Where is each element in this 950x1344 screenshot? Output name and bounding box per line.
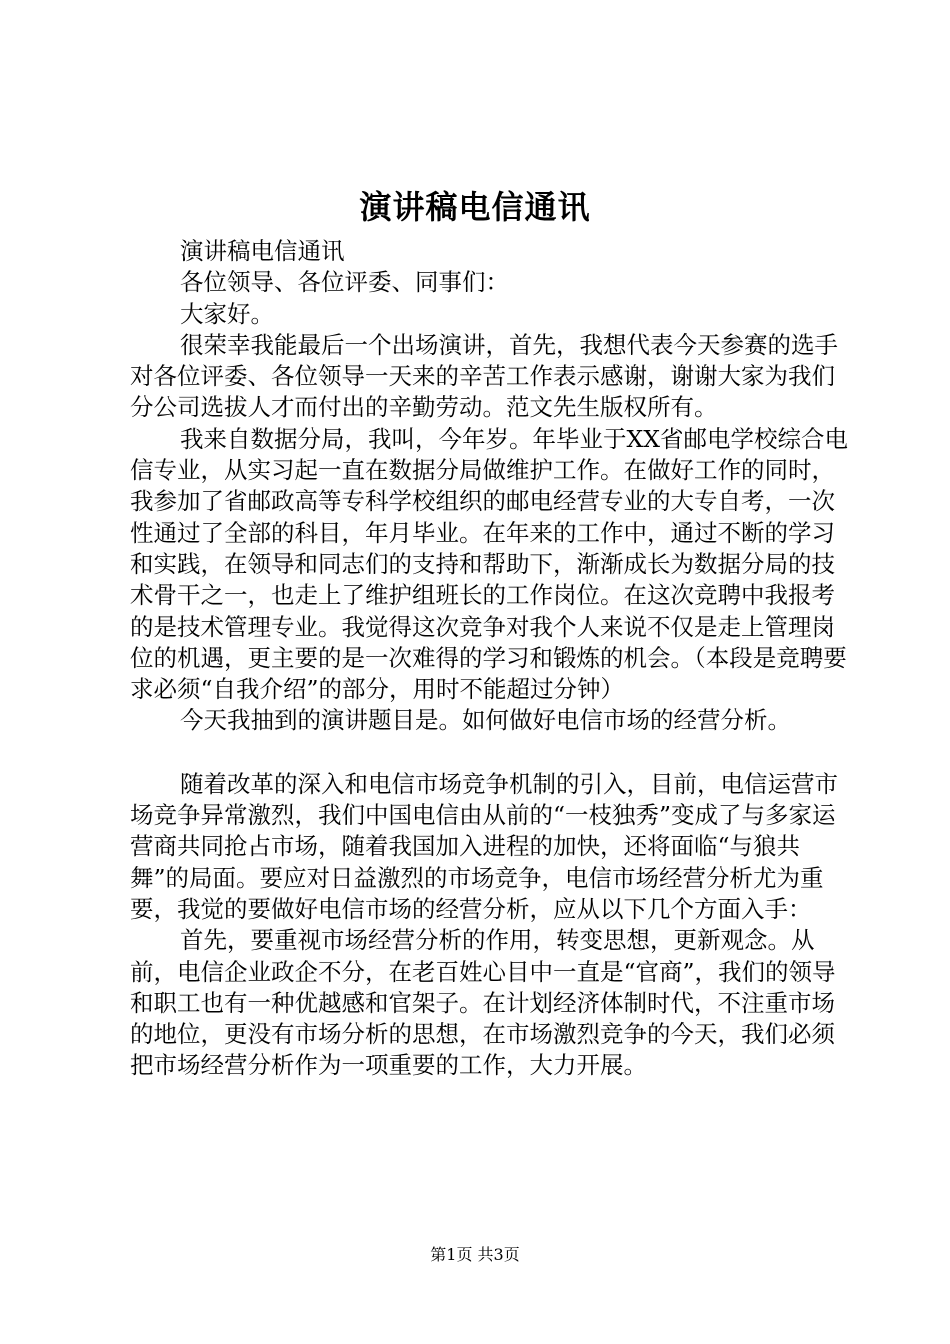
paragraph-subtitle: 演讲稿电信通讯 — [180, 237, 345, 265]
page-footer: 第1页 共3页 — [430, 1245, 520, 1264]
paragraph-topic: 今天我抽到的演讲题目是。如何做好电信市场的经营分析。 — [180, 706, 791, 735]
paragraph-salutation: 各位领导、各位评委、同事们： — [180, 268, 509, 297]
paragraph-thanks: 很荣幸我能最后一个出场演讲，首先，我想代表今天参赛的选手对各位评委、各位领导一天来的辛苦工作表示感谢，谢谢大家为我们分公司选拔人才而付出的辛勤劳动。范文先生版权所有。 — [130, 330, 838, 422]
document-title: 演讲稿电信通讯 — [359, 188, 591, 226]
document-body — [130, 236, 850, 1082]
paragraph-market-context: 随着改革的深入和电信市场竞争机制的引入，目前，电信运营市场竞争异常激烈，我们中国电信由从前的“一枝独秀”变成了与多家运营商共同抢占市场，随着我国加入进程的加快，还将面临“与狼共舞”的局面。要应对日益激烈的市场竞争，电信市场经营分析尤为重要，我觉的要做好电信市场的经营分析，应从以下几个方面入手： — [130, 769, 838, 923]
paragraph-self-intro: 我来自数据分局，我叫，今年岁。年毕业于XX省邮电学校综合电信专业，从实习起一直在数据分局做维护工作。在做好工作的同时，我参加了省邮政高等专科学校组织的邮电经营专业的大专自考，一次性通过了全部的科目，年月毕业。在年来的工作中，通过不断的学习和实践，在领导和同志们的支持和帮助下，渐渐成长为数据分局的技术骨干之一，也走上了维护组班长的工作岗位。在这次竞聘中我报考的是技术管理专业。我觉得这次竞争对我个人来说不仅是走上管理岗位的机遇，更主要的是一次难得的学习和锻炼的机会。（本段是竞聘要求必须“自我介绍”的部分，用时不能超过分钟） — [130, 424, 848, 704]
paragraph-first-point: 首先，要重视市场经营分析的作用，转变思想，更新观念。从前，电信企业政企不分，在老百姓心目中一直是“官商”，我们的领导和职工也有一种优越感和官架子。在计划经济体制时代，不注重市场的地位，更没有市场分析的思想，在市场激烈竞争的今天，我们必须把市场经营分析作为一项重要的工作，大力开展。 — [130, 926, 836, 1080]
paragraph-spacer — [130, 737, 850, 769]
paragraph-greeting: 大家好。 — [180, 299, 274, 328]
